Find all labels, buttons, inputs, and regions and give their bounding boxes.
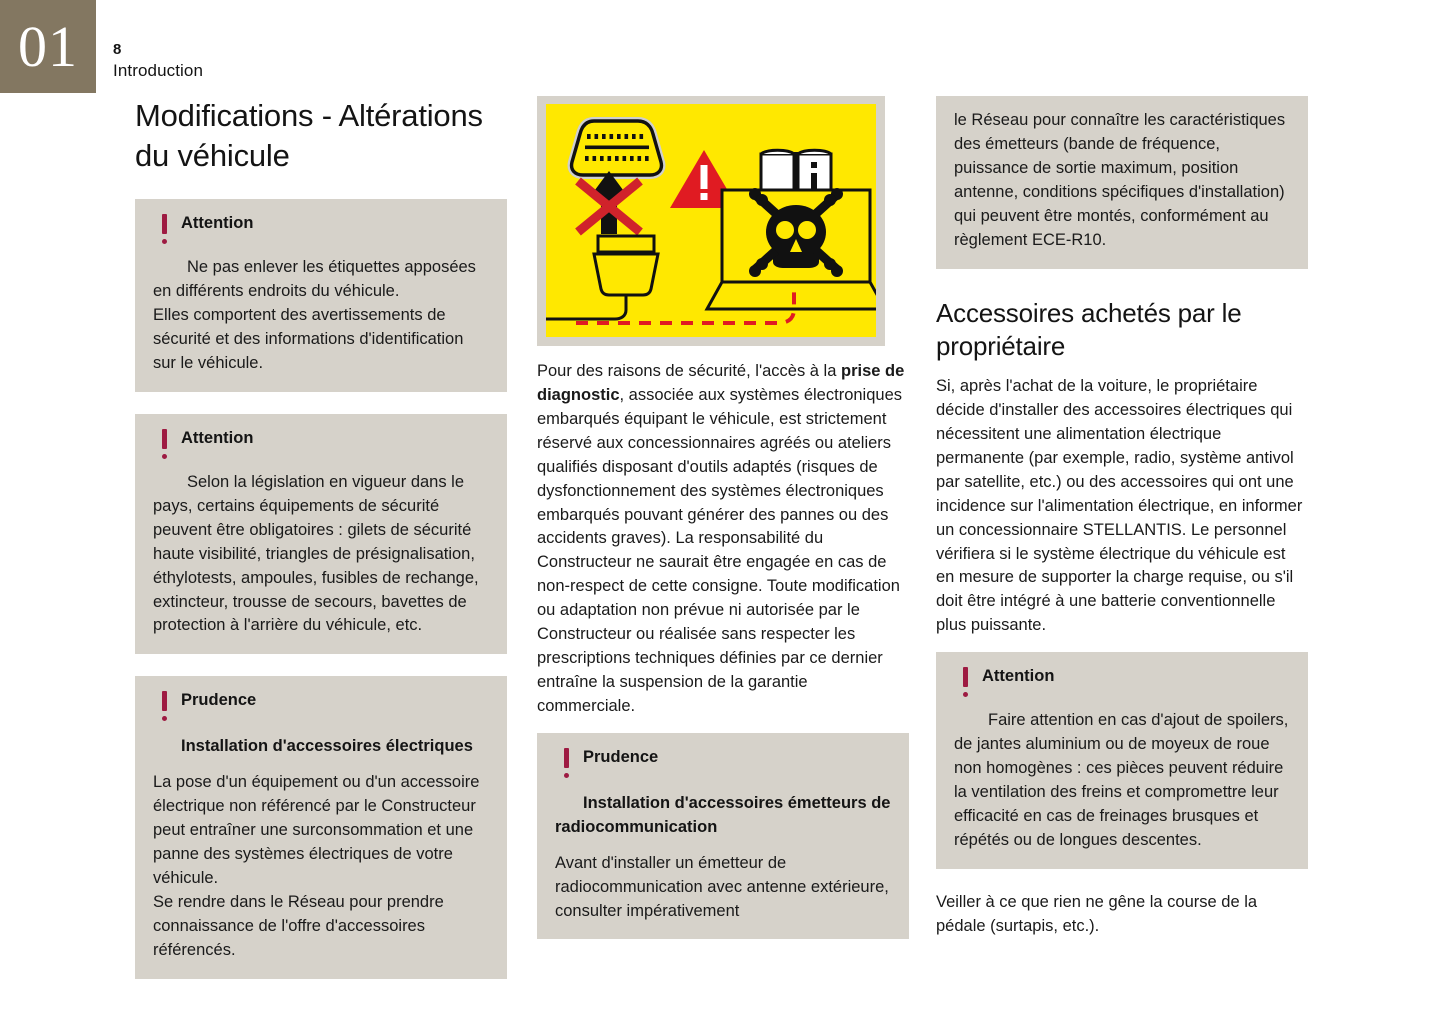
column-1 — [135, 96, 507, 1001]
laptop-skull-icon — [707, 188, 876, 309]
page-title: Modifications - Altérations du véhicule — [135, 98, 483, 173]
warning-body: le Réseau pour connaître les caractéristiques des émetteurs (bande de fréquence, puissance de sortie maximum, position antenne, conditions spécifiques d'installation) qui peuvent être montés, conformément au règlement ECE-R10. — [954, 111, 1286, 249]
warning-title: Attention — [181, 428, 254, 447]
owner-accessories-paragraph: Si, après l'achat de la voiture, le propriétaire décide d'installer des accessoires électriques qui nécessitent une alimentation électrique permanente (par exemple, radio, système antivol par satellite, etc.) ou des accessoires qui ont une incidence sur l'alimentation électrique, en informer un concessionnaire STELLANTIS. Le personnel vérifiera si le système électrique du véhicule est en mesure de supporter la charge requise, ou s'il doit être intégré à une batterie conventionnelle plus puissante. — [936, 377, 1303, 635]
obd-connector-icon — [572, 121, 662, 175]
warning-body: Faire attention en cas d'ajout de spoilers, de jantes aluminium ou de moyeux de roue non homogènes : ces pièces peuvent réduire la ventilation des freins et compromettre leur efficacité en cas de freinages brusques et répétés ou de longues descentes. — [954, 711, 1289, 849]
section-name: Introduction — [113, 61, 204, 81]
warning-box-attention-legislation — [135, 414, 507, 654]
page-header-meta — [113, 40, 203, 83]
warning-box-prudence-electric-accessories — [135, 676, 507, 978]
warning-box-attention-labels — [135, 199, 507, 392]
warning-box-header — [153, 689, 489, 729]
warning-title: Attention — [181, 214, 254, 233]
warning-box-header — [555, 746, 891, 786]
page-number: 8 — [113, 41, 122, 58]
warning-subtitle: Installation d'accessoires émetteurs de radiocommunication — [555, 793, 891, 836]
warning-box-prudence-radio-transmitters — [537, 733, 909, 940]
warning-body: La pose d'un équipement ou d'un accessoire électrique non référencé par le Constructeur peut entraîner une surconsommation et une panne des systèmes électriques de votre véhicule. Se rendre dans le Réseau pour prendre connaissance de l'offre d'accessoires référencés. — [153, 773, 480, 959]
exclamation-icon — [153, 212, 181, 252]
column-3 — [936, 96, 1308, 939]
illustration-svg — [546, 104, 876, 337]
warning-title: Prudence — [181, 691, 257, 710]
warning-body: Ne pas enlever les étiquettes apposées en différents endroits du véhicule. Elles comportent des avertissements de sécurité et des informations d'identification sur le véhicule. — [153, 258, 476, 373]
warning-title: Prudence — [583, 747, 659, 766]
column-2 — [537, 96, 909, 961]
diagnostic-socket-paragraph — [537, 360, 909, 719]
paragraph-bold-term: prise de diagnostic — [537, 362, 905, 404]
chapter-badge: 01 — [0, 0, 96, 93]
exclamation-icon — [153, 689, 181, 729]
warning-body: Selon la législation en vigueur dans le pays, certains équipements de sécurité peuvent être obligatoires : gilets de sécurité haute visibilité, triangles de présignalisation, éthylotests, ampoules, fusibles de rechange, extincteur, trousse de secours, bavettes de protection à l'arrière du véhicule, etc. — [153, 472, 479, 635]
warning-title: Attention — [982, 667, 1055, 686]
warning-box-header — [153, 427, 489, 467]
exclamation-icon — [153, 427, 181, 467]
paragraph-part-2: , associée aux systèmes électroniques embarqués équipant le véhicule, est strictement réservé aux concessionnaires agréés ou ateliers qualifiés disposant d'outils adaptés (risques de dysfonctionnement des systèmes électroniques embarqués pouvant générer des pannes ou des accidents graves). La responsabilité du Constructeur ne saurait être engagée en cas de non-respect de cette consigne. Toute modification ou adaptation non prévue ni autorisée par le Constructeur ou réalisée sans respecter les prescriptions techniques définies par ce dernier entraîne la suspension de la garantie commerciale. — [537, 385, 902, 715]
warning-box-continuation-network — [936, 96, 1308, 269]
section-heading-owner-accessories: Accessoires achetés par le propriétaire — [936, 297, 1242, 361]
warning-box-attention-spoilers — [936, 652, 1308, 869]
warning-box-header — [954, 665, 1290, 705]
exclamation-icon — [555, 746, 583, 786]
diagnostic-socket-warning-illustration — [537, 96, 885, 346]
warning-box-header — [153, 212, 489, 252]
exclamation-icon — [954, 665, 982, 705]
warning-subtitle: Installation d'accessoires électriques — [181, 737, 473, 756]
warning-body: Avant d'installer un émetteur de radiocommunication avec antenne extérieure, consulter impérativement — [555, 853, 889, 920]
paragraph-part-1: Pour des raisons de sécurité, l'accès à la — [537, 362, 841, 380]
pedal-clearance-paragraph: Veiller à ce que rien ne gêne la course de la pédale (surtapis, etc.). — [936, 892, 1258, 935]
